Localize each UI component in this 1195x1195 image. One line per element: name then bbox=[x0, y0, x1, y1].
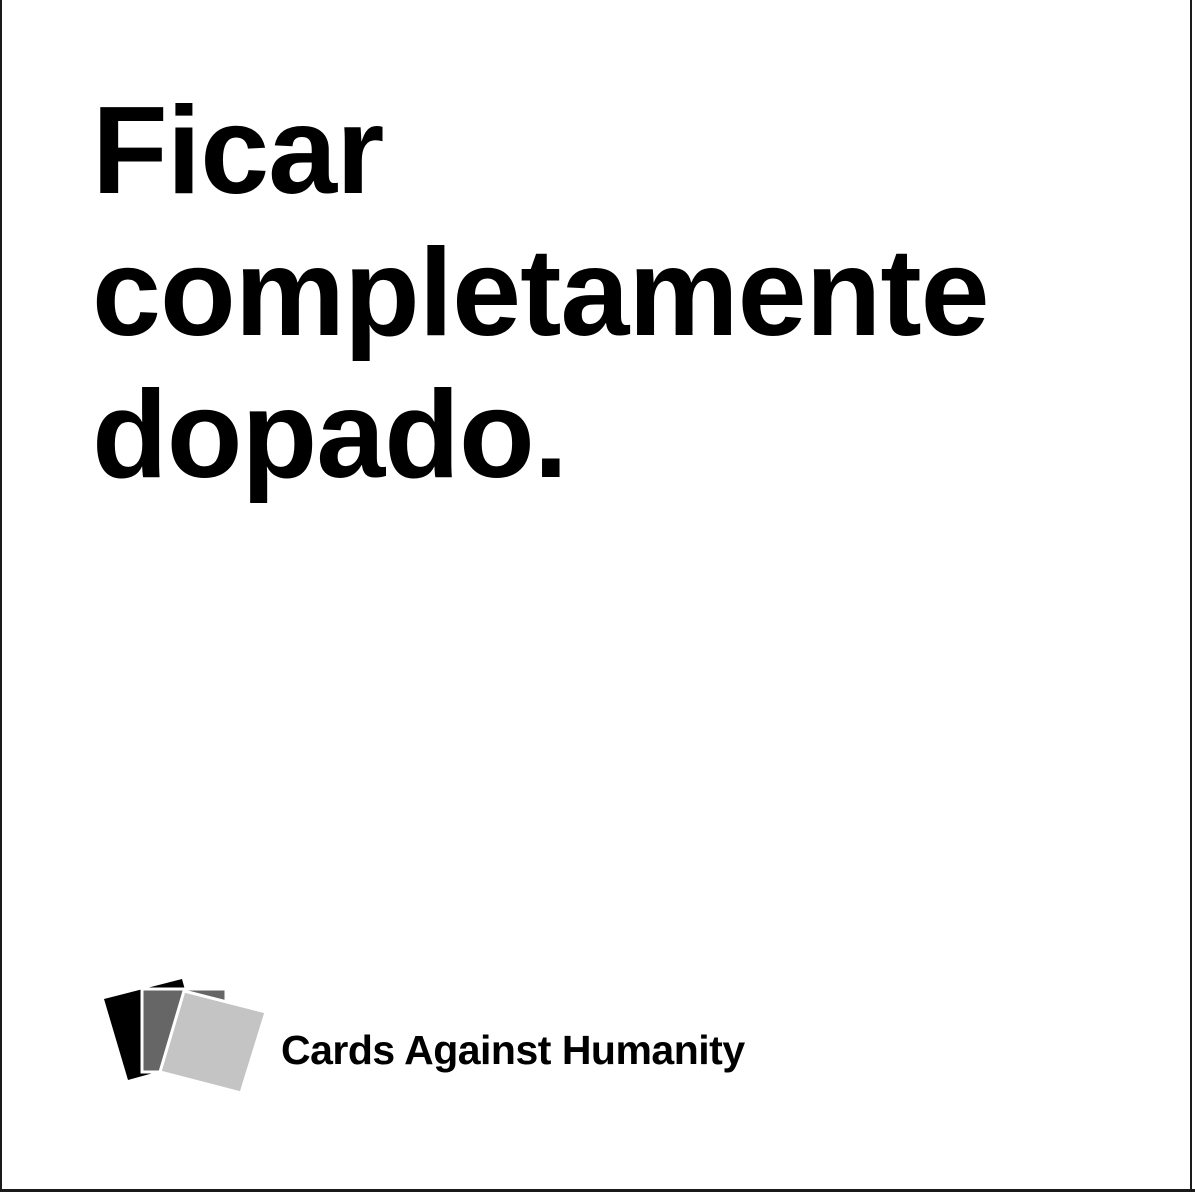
card-text-line: dopado. bbox=[92, 366, 568, 504]
brand-name: Cards Against Humanity bbox=[281, 1027, 745, 1073]
card-right-border bbox=[1190, 0, 1192, 1190]
card-text-line: completamente bbox=[92, 224, 989, 362]
card-bottom-border bbox=[0, 1189, 1195, 1192]
card-left-border bbox=[0, 0, 2, 1190]
card-text-line: Ficar bbox=[92, 82, 384, 220]
card-text bbox=[92, 80, 1092, 506]
stacked-cards-icon bbox=[100, 975, 270, 1095]
